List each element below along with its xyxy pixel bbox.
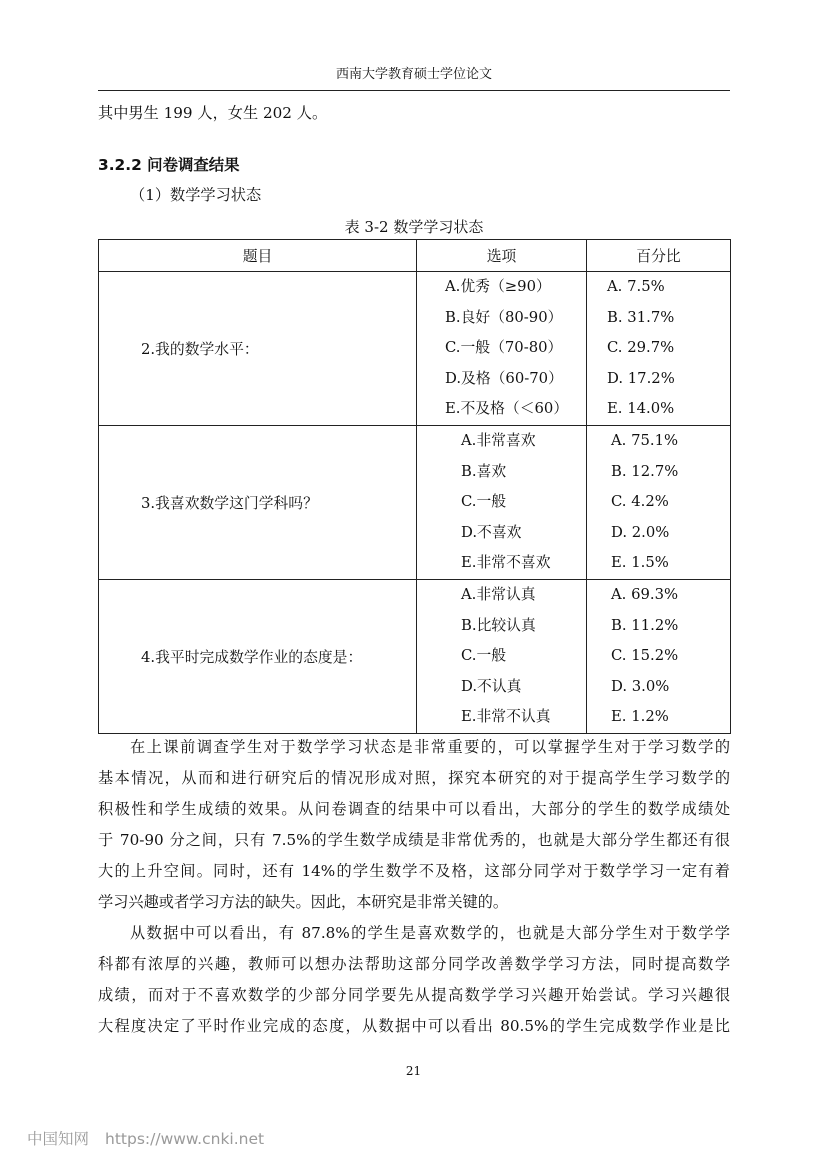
percent-cell	[587, 579, 731, 733]
question-cell: 4.我平时完成数学作业的态度是：	[99, 579, 417, 733]
percent-item: A. 69.3%	[611, 585, 679, 603]
percent-item: E. 1.5%	[611, 554, 669, 572]
paragraph-line: 成绩，而对于不喜欢数学的少部分同学要先从提高数学学习兴趣开始尝试。学习兴趣很	[98, 986, 730, 1004]
question-cell: 2.我的数学水平：	[99, 272, 417, 426]
paragraph-line: 从数据中可以看出，有 87.8%的学生是喜欢数学的，也就是大部分学生对于数学学	[130, 924, 730, 942]
option-item: B.喜欢	[461, 462, 507, 480]
options-cell	[417, 579, 587, 733]
survey-table	[98, 239, 731, 734]
paragraph-line: 学习兴趣或者学习方法的缺失。因此，本研究是非常关键的。	[98, 893, 509, 911]
percent-item: D. 3.0%	[611, 677, 670, 695]
paragraph-line: 基本情况，从而和进行研究后的情况形成对照，探究本研究的对于提高学生学习数学的	[98, 769, 730, 787]
percent-item: D. 2.0%	[611, 523, 670, 541]
header-rule	[98, 90, 730, 91]
question-cell: 3.我喜欢数学这门学科吗？	[99, 425, 417, 579]
percent-item: E. 1.2%	[611, 708, 669, 726]
section-heading: 3.2.2 问卷调查结果	[98, 156, 240, 174]
option-item: B.良好（80-90）	[445, 308, 563, 326]
percent-cell	[587, 272, 731, 426]
running-header: 西南大学教育硕士学位论文	[335, 67, 492, 82]
table-header-row	[99, 240, 731, 272]
header-option: 选项	[417, 240, 587, 272]
option-item: A.非常喜欢	[461, 431, 536, 449]
percent-item: D. 17.2%	[607, 369, 675, 387]
option-item: E.非常不喜欢	[461, 554, 551, 572]
percent-cell	[587, 425, 731, 579]
option-item: D.不认真	[461, 677, 522, 695]
percent-item: A. 7.5%	[607, 278, 665, 295]
paragraph-line: 于 70-90 分之间，只有 7.5%的学生数学成绩是非常优秀的，也就是大部分学生都还有很	[98, 831, 730, 849]
paragraph-line: 大的上升空间。同时，还有 14%的学生数学不及格，这部分同学对于数学学习一定有着	[98, 862, 730, 880]
option-item: A.优秀（≥90）	[445, 278, 551, 295]
percent-item: E. 14.0%	[607, 400, 675, 418]
option-item: A.非常认真	[461, 585, 536, 603]
table-caption: 表 3-2 数学学习状态	[344, 218, 484, 236]
header-question: 题目	[99, 240, 417, 272]
percent-item: C. 4.2%	[611, 493, 669, 511]
percent-item: B. 31.7%	[607, 308, 675, 326]
table-row	[99, 272, 731, 426]
page-number: 21	[405, 1064, 422, 1078]
options-cell	[417, 425, 587, 579]
option-item: B.比较认真	[461, 616, 536, 634]
watermark-brand: 中国知网	[27, 1130, 90, 1148]
options-cell	[417, 272, 587, 426]
cnki-watermark	[27, 1127, 264, 1149]
percent-item: C. 29.7%	[607, 339, 675, 357]
table-row	[99, 425, 731, 579]
paragraph-line: 科都有浓厚的兴趣，教师可以想办法帮助这部分同学改善数学学习方法，同时提高数学	[98, 955, 730, 973]
option-item: C.一般	[461, 647, 507, 665]
header-percent: 百分比	[587, 240, 731, 272]
option-item: C.一般（70-80）	[445, 339, 563, 357]
paragraph-line: 大程度决定了平时作业完成的态度，从数据中可以看出 80.5%的学生完成数学作业是比	[98, 1017, 730, 1035]
watermark-url: https://www.cnki.net	[105, 1130, 265, 1148]
paragraph-line: 在上课前调查学生对于数学学习状态是非常重要的，可以掌握学生对于学习数学的	[130, 738, 730, 756]
percent-item: A. 75.1%	[611, 431, 679, 449]
option-item: D.不喜欢	[461, 523, 522, 541]
option-item: D.及格（60-70）	[445, 369, 563, 387]
percent-item: C. 15.2%	[611, 647, 679, 665]
option-item: E.非常不认真	[461, 708, 551, 726]
option-item: C.一般	[461, 493, 507, 511]
option-item: E.不及格（＜60）	[445, 400, 569, 418]
intro-line: 其中男生 199 人，女生 202 人。	[98, 104, 328, 122]
subsection-heading: （1）数学学习状态	[130, 186, 262, 204]
percent-item: B. 12.7%	[611, 462, 679, 480]
table-row	[99, 579, 731, 733]
percent-item: B. 11.2%	[611, 616, 679, 634]
paragraph-line: 积极性和学生成绩的效果。从问卷调查的结果中可以看出，大部分的学生的数学成绩处	[98, 800, 730, 818]
